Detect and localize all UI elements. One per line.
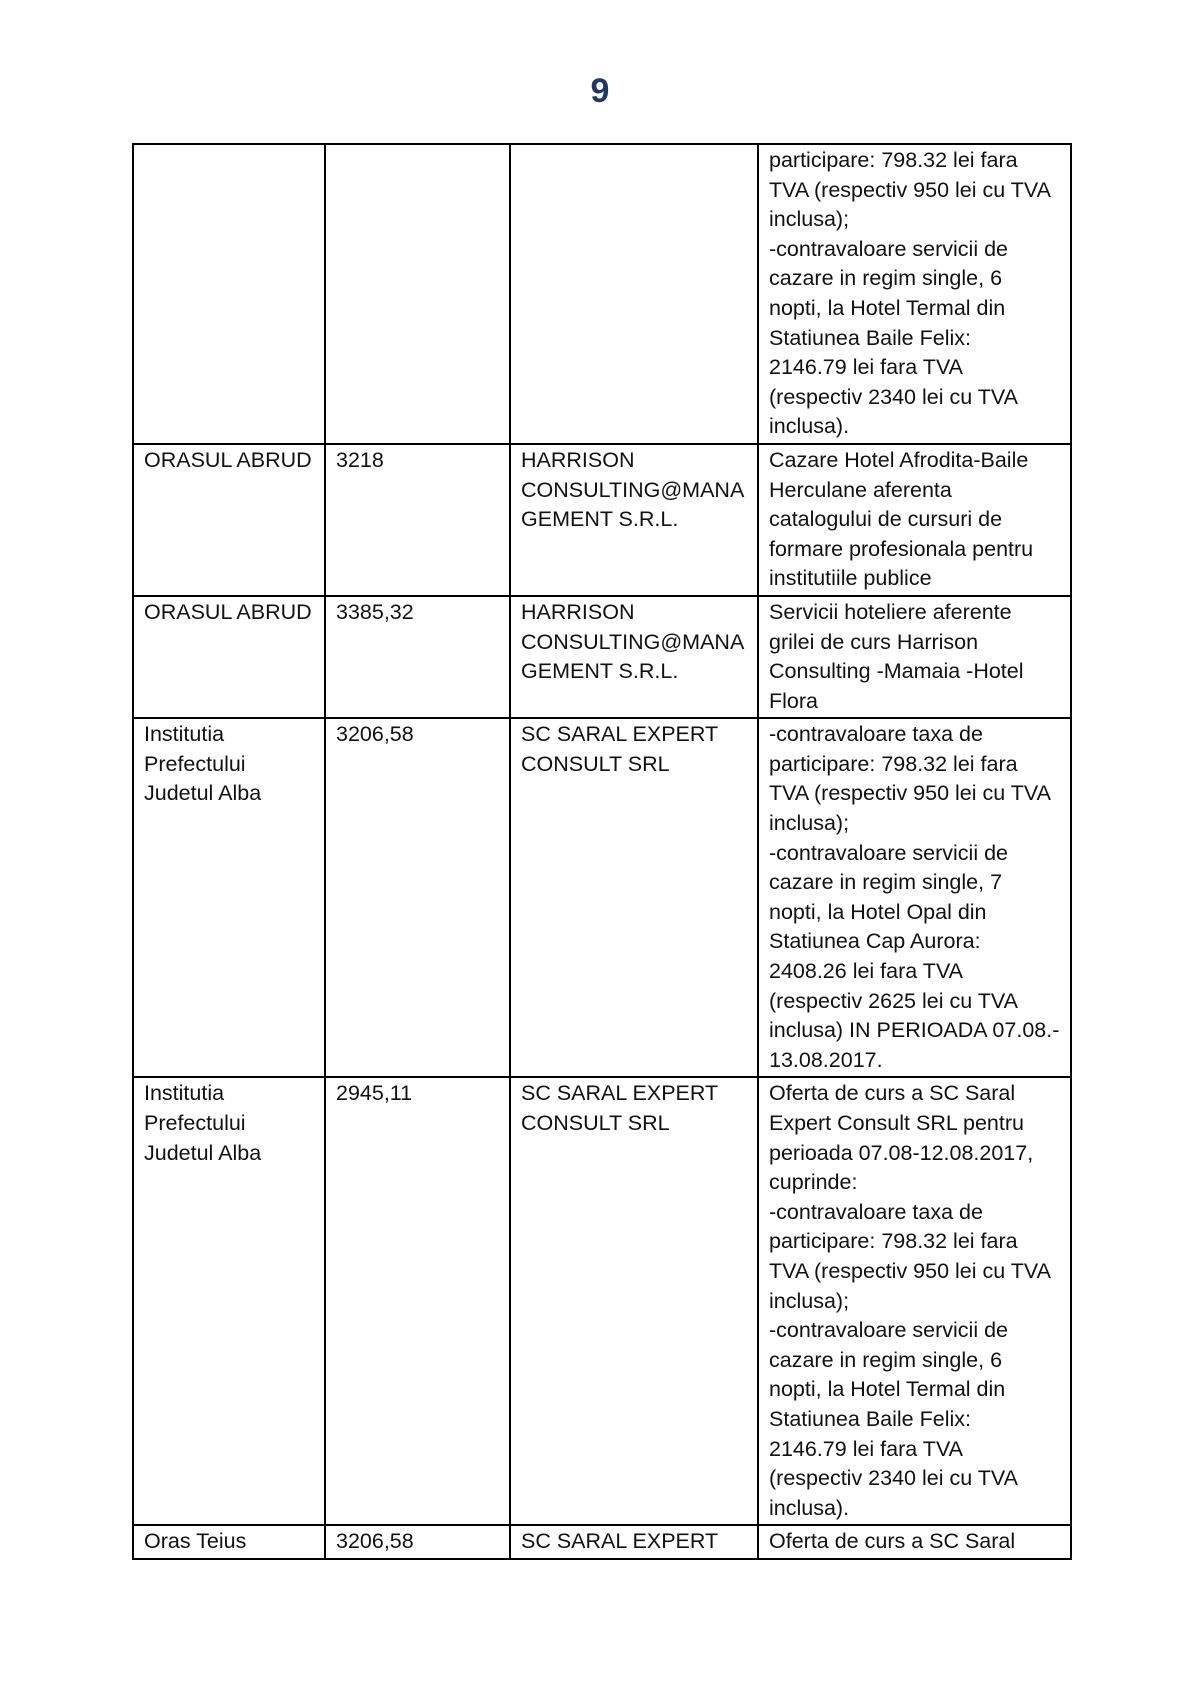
provider-cell [510, 444, 758, 596]
cell-text-line: Consulting -Mamaia -Hotel [769, 659, 1024, 684]
cell-text-line: 13.08.2017. [769, 1047, 883, 1072]
cell-text-line: grilei de curs Harrison [769, 629, 979, 654]
cell-text-line: (respectiv 2340 lei cu TVA [769, 384, 1018, 409]
cell-text-line: Statiunea Baile Felix: [769, 325, 971, 350]
cell-text-line: inclusa); [769, 811, 850, 836]
cell-text-line: Servicii hoteliere aferente [769, 599, 1012, 624]
cell-text-line: Prefectului [144, 1111, 246, 1135]
cell-text-line: inclusa); [769, 1288, 850, 1313]
table-row [133, 144, 1071, 444]
cell-text-line: cazare in regim single, 7 [769, 870, 1003, 895]
table-row [133, 1525, 1071, 1559]
provider-cell [510, 1525, 758, 1559]
cell-text-line: TVA (respectiv 950 lei cu TVA [769, 177, 1052, 202]
beneficiary-cell [133, 1077, 325, 1525]
cell-text-line: Judetul Alba [144, 1140, 262, 1165]
cell-text-line: Oras Teius [144, 1529, 247, 1554]
cell-text-line: Expert Consult SRL pentru [769, 1111, 1024, 1135]
contracts-table [132, 143, 1072, 1560]
table-row [133, 1077, 1071, 1525]
cell-text-line: catalogului de cursuri de [769, 507, 1003, 532]
cell-text-line: (respectiv 2340 lei cu TVA [769, 1466, 1018, 1491]
cell-text-line: GEMENT S.R.L. [521, 507, 679, 532]
cell-text-line: -contravaloare servicii de [769, 1318, 1008, 1343]
cell-text-line: HARRISON [521, 447, 635, 472]
beneficiary-cell [133, 1525, 325, 1559]
description-cell [758, 1525, 1071, 1559]
cell-text-line: Herculane aferenta [769, 477, 952, 502]
table-row [133, 596, 1071, 718]
cell-text-line: CONSULTING@MANA [521, 477, 745, 502]
cell-text-line: CONSULTING@MANA [521, 629, 745, 654]
cell-text-line: nopti, la Hotel Opal din [769, 899, 987, 924]
cell-text-line: SC SARAL EXPERT [521, 1529, 719, 1554]
cell-text-line: inclusa). [769, 414, 850, 439]
cell-text-line: Oferta de curs a SC Saral [769, 1529, 1016, 1554]
description-cell [758, 444, 1071, 596]
cell-text-line: ORASUL ABRUD [144, 447, 312, 472]
beneficiary-cell [133, 596, 325, 718]
description-cell [758, 1077, 1071, 1525]
cell-text-line: Statiunea Baile Felix: [769, 1406, 971, 1431]
cell-text-line: -contravaloare taxa de [769, 722, 983, 747]
cell-text-line: participare: 798.32 lei fara [769, 148, 1018, 172]
cell-text-line: inclusa). [769, 1495, 850, 1520]
cell-text-line: -contravaloare taxa de [769, 1199, 983, 1224]
cell-text-line: participare: 798.32 lei fara [769, 1229, 1018, 1254]
provider-cell [510, 144, 758, 444]
cell-text-line: HARRISON [521, 599, 635, 624]
provider-cell [510, 1077, 758, 1525]
cell-text-line: Oferta de curs a SC Saral [769, 1081, 1016, 1106]
cell-text-line: GEMENT S.R.L. [521, 659, 679, 684]
cell-text-line: Prefectului [144, 751, 246, 776]
amount-cell [325, 1077, 510, 1525]
cell-text-line: cuprinde: [769, 1170, 858, 1195]
cell-text-line: CONSULT SRL [521, 751, 670, 776]
cell-text-line: Institutia [144, 1081, 225, 1106]
cell-text-line: institutiile publice [769, 566, 932, 591]
cell-text-line: SC SARAL EXPERT [521, 722, 719, 747]
table-row [133, 718, 1071, 1077]
cell-text-line: participare: 798.32 lei fara [769, 751, 1018, 776]
provider-cell [510, 718, 758, 1077]
cell-text-line: TVA (respectiv 950 lei cu TVA [769, 781, 1052, 806]
cell-text-line: -contravaloare servicii de [769, 840, 1008, 865]
cell-text-line: (respectiv 2625 lei cu TVA [769, 988, 1018, 1013]
provider-cell [510, 596, 758, 718]
page-number: 9 [590, 72, 610, 110]
cell-text-line: 2945,11 [336, 1081, 413, 1106]
cell-text-line: Institutia [144, 722, 225, 747]
contracts-table-body [133, 144, 1071, 1559]
amount-cell [325, 444, 510, 596]
beneficiary-cell [133, 718, 325, 1077]
cell-text-line: 2146.79 lei fara TVA [769, 355, 964, 380]
description-cell [758, 718, 1071, 1077]
cell-text-line: 3206,58 [336, 1529, 414, 1554]
cell-text-line: Judetul Alba [144, 781, 262, 806]
cell-text-line: -contravaloare servicii de [769, 236, 1008, 261]
cell-text-line: perioada 07.08-12.08.2017, [769, 1140, 1034, 1165]
amount-cell [325, 596, 510, 718]
cell-text-line: TVA (respectiv 950 lei cu TVA [769, 1258, 1052, 1283]
cell-text-line: 2146.79 lei fara TVA [769, 1436, 964, 1461]
table-row [133, 444, 1071, 596]
amount-cell [325, 144, 510, 444]
beneficiary-cell [133, 444, 325, 596]
cell-text-line: Cazare Hotel Afrodita-Baile [769, 447, 1029, 472]
cell-text-line: Statiunea Cap Aurora: [769, 929, 981, 954]
cell-text-line: inclusa) IN PERIOADA 07.08.- [769, 1018, 1060, 1043]
cell-text-line: Flora [769, 688, 818, 713]
cell-text-line: CONSULT SRL [521, 1111, 670, 1135]
description-cell [758, 144, 1071, 444]
beneficiary-cell [133, 144, 325, 444]
amount-cell [325, 1525, 510, 1559]
cell-text-line: cazare in regim single, 6 [769, 1347, 1003, 1372]
cell-text-line: formare profesionala pentru [769, 536, 1034, 561]
cell-text-line: 3206,58 [336, 722, 414, 747]
cell-text-line: nopti, la Hotel Termal din [769, 1377, 1006, 1402]
cell-text-line: cazare in regim single, 6 [769, 266, 1003, 291]
amount-cell [325, 718, 510, 1077]
cell-text-line: 3385,32 [336, 599, 414, 624]
description-cell [758, 596, 1071, 718]
cell-text-line: SC SARAL EXPERT [521, 1081, 719, 1106]
cell-text-line: inclusa); [769, 207, 850, 232]
cell-text-line: ORASUL ABRUD [144, 599, 312, 624]
cell-text-line: 2408.26 lei fara TVA [769, 959, 964, 984]
cell-text-line: nopti, la Hotel Termal din [769, 295, 1006, 320]
cell-text-line: 3218 [336, 447, 384, 472]
